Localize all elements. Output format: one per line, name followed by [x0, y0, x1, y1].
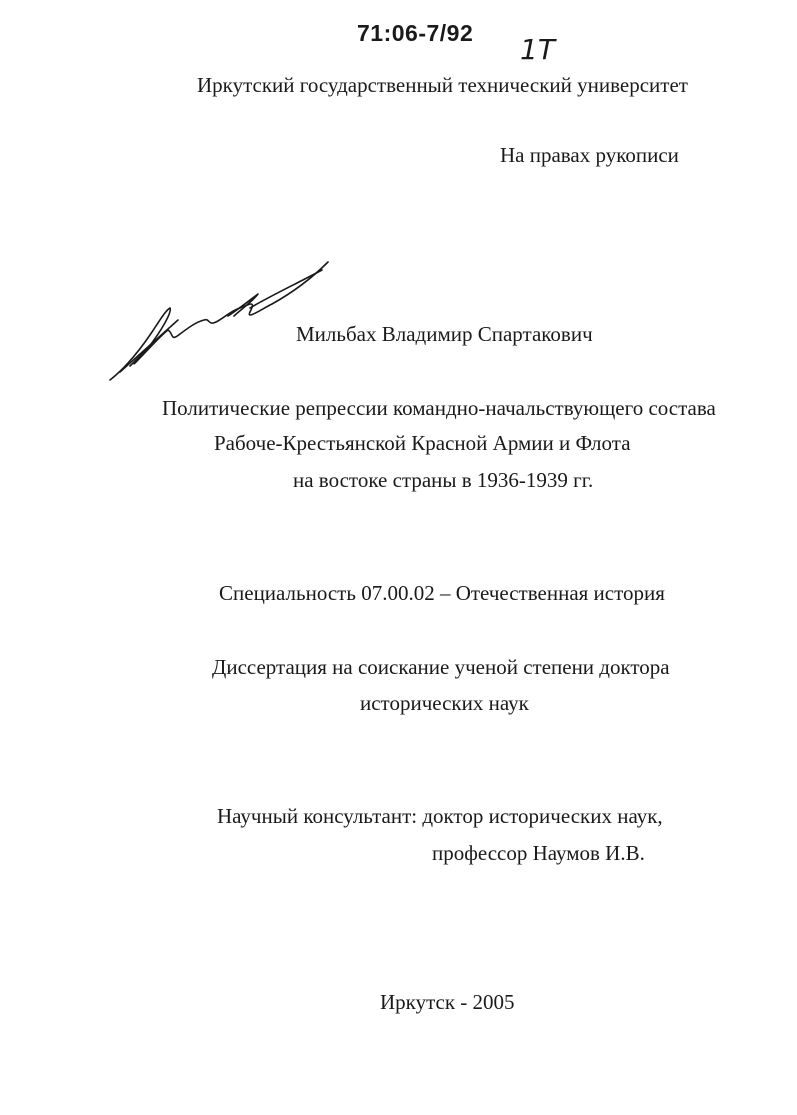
dissertation-line-2: исторических наук: [360, 691, 529, 715]
advisor-line-2: профессор Наумов И.В.: [432, 841, 645, 865]
advisor-line-1: Научный консультант: доктор исторических наук,: [217, 804, 663, 828]
dissertation-line-1: Диссертация на соискание ученой степени доктора: [212, 655, 670, 679]
handwritten-number: 1T: [520, 33, 555, 66]
specialty: Специальность 07.00.02 – Отечественная история: [219, 581, 665, 605]
manuscript-rights-note: На правах рукописи: [500, 143, 679, 167]
archive-code: 71:06-7/92: [357, 20, 474, 46]
city-year: Иркутск - 2005: [380, 990, 515, 1014]
university-name: Иркутский государственный технический университет: [197, 73, 688, 97]
author-name: Мильбах Владимир Спартакович: [296, 322, 593, 346]
title-line-2: Рабоче-Крестьянской Красной Армии и Флота: [214, 431, 631, 455]
signature-icon: [100, 250, 340, 390]
title-line-1: Политические репрессии командно-начальствующего состава: [162, 396, 716, 420]
title-line-3: на востоке страны в 1936-1939 гг.: [293, 468, 594, 492]
